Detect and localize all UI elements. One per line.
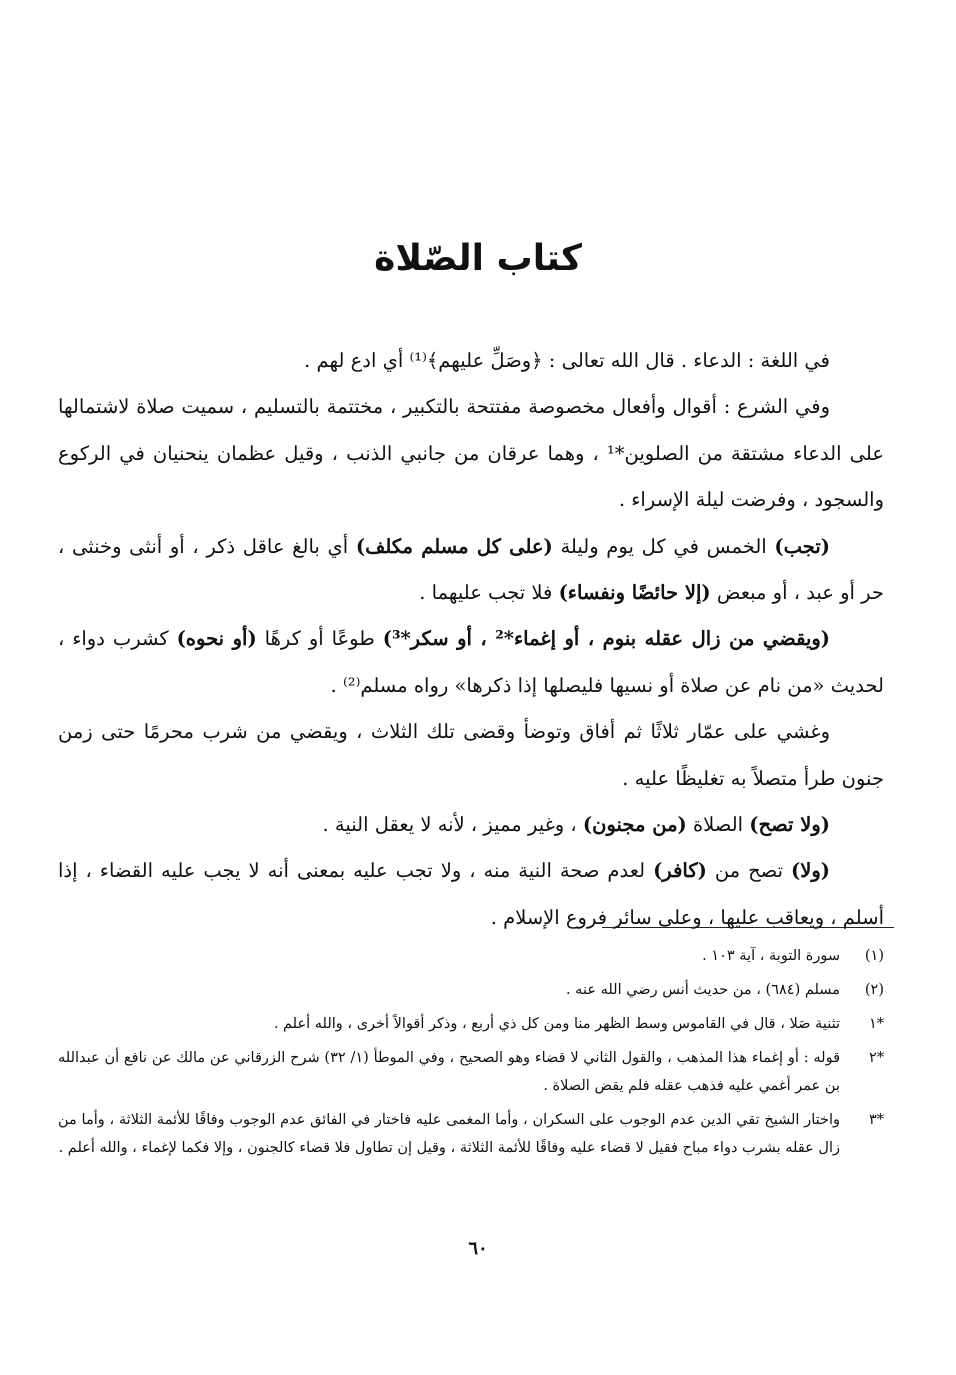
sharh-text: الصلاة (686, 813, 750, 837)
sharh-text: أي بالغ عاقل ذكر ، أو أنثى وخنثى ، حر أو عبد ، أو مبعض (58, 534, 884, 605)
paragraph-ammar: وغشي على عمّار ثلاثًا ثم أفاق وتوضأ وقضى تلك الثلاث ، ويقضي من شرب محرمًا حتى زمن جنون طرأ متصلاً به تغليظًا عليه . (58, 720, 884, 790)
matn-phrase: (أو نحوه) (176, 627, 257, 651)
page-number: ٦٠ (468, 1238, 488, 1259)
footnote (58, 942, 892, 970)
paragraph-definition-language: في اللغة : الدعاء . قال الله تعالى : ﴿وصَلِّ عليهم﴾⁽¹⁾ أي ادع لهم . (304, 349, 830, 372)
footnote (58, 1106, 892, 1162)
sharh-text: كشرب دواء ، لحديث «من نام عن صلاة أو نسيها فليصلها إذا ذكرها» رواه مسلم⁽²⁾ . (58, 627, 884, 697)
sharh-text: تصح من (706, 859, 792, 883)
footnote-text: تثنية صَلا ، قال في القاموس وسط الظهر منا ومن كل ذي أربع ، وذكر أقوالاً أخرى ، والله أعلم . (273, 1016, 840, 1032)
sharh-text: لعدم صحة النية منه ، ولا تجب عليه بمعنى أنه لا يجب عليه القضاء ، إذا أسلم ، ويعاقب عليها ، وعلى سائر فروع الإسلام . (58, 859, 884, 929)
paragraph-make-up (58, 616, 884, 709)
matn-phrase: (تجب) (774, 534, 830, 558)
footnote-text: سورة التوبة ، آية ١٠٣ . (702, 948, 840, 964)
sharh-text: فلا تجب عليهما . (419, 581, 559, 605)
footnotes (58, 942, 892, 1168)
matn-phrase: (ولا تصح) (749, 813, 830, 837)
matn-phrase: (ويقضي من زال عقله بنوم ، أو إغماء*² ، أو سكر*³) (382, 627, 831, 651)
footnote-number: *٣ (868, 1112, 884, 1128)
matn-phrase: (ولا) (791, 859, 831, 883)
sharh-text: طوعًا أو كرهًا (256, 627, 383, 651)
paragraph-insane (58, 802, 884, 848)
matn-phrase: (من مجنون) (582, 813, 687, 837)
sharh-text: الخمس في كل يوم وليلة (552, 534, 775, 558)
footnote-text: مسلم (٦٨٤) ، من حديث أنس رضي الله عنه . (565, 982, 840, 998)
footnote-divider (602, 927, 894, 928)
paragraph-obligation (58, 524, 884, 617)
matn-phrase: (على كل مسلم مكلف) (355, 534, 553, 558)
footnote-number: *١ (868, 1016, 884, 1032)
footnote-text: قوله : أو إغماء هذا المذهب ، والقول الثاني لا قضاء وهو الصحيح ، وفي الموطأ (١/ ٣٢) شرح الزرقاني عن مالك عن نافع أن عبدالله بن عمر أغمي عليه فذهب عقله فلم يقض الصلاة . (58, 1050, 840, 1094)
footnote (58, 976, 892, 1004)
footnote-number: (١) (864, 948, 884, 964)
matn-phrase: (كافر) (653, 859, 707, 883)
footnote (58, 1044, 892, 1100)
footnote-text: واختار الشيخ تقي الدين عدم الوجوب على السكران ، وأما المغمى عليه فاختار في الفائق عدم الوجوب وفاقًا للأئمة الثلاثة ، وأما من زال عقله بشرب دواء مباح فقيل لا قضاء عليه وفاقًا للأئمة الثلاثة ، وقيل إن تطاول فلا قضاء كالجنون ، وإلا فكما لإغماء ، والله أعلم . (58, 1112, 840, 1156)
footnote-number: *٢ (868, 1050, 884, 1066)
matn-phrase: (إلا حائضًا ونفساء) (558, 581, 711, 605)
footnote-number: (٢) (864, 982, 884, 998)
footnote (58, 1010, 892, 1038)
chapter-title: كتاب الصّلاة (374, 238, 582, 279)
paragraph-definition-sharia: وفي الشرع : أقوال وأفعال مخصوصة مفتتحة بالتكبير ، مختتمة بالتسليم ، سميت صلاة لاشتمالها على الدعاء مشتقة من الصلوين*¹ ، وهما عرقان من جانبي الذنب ، وقيل عظمان ينحنيان في الركوع والسجود ، وفرضت ليلة الإسراء . (58, 395, 884, 512)
main-text (58, 338, 884, 941)
sharh-text: ، وغير مميز ، لأنه لا يعقل النية . (322, 813, 583, 837)
